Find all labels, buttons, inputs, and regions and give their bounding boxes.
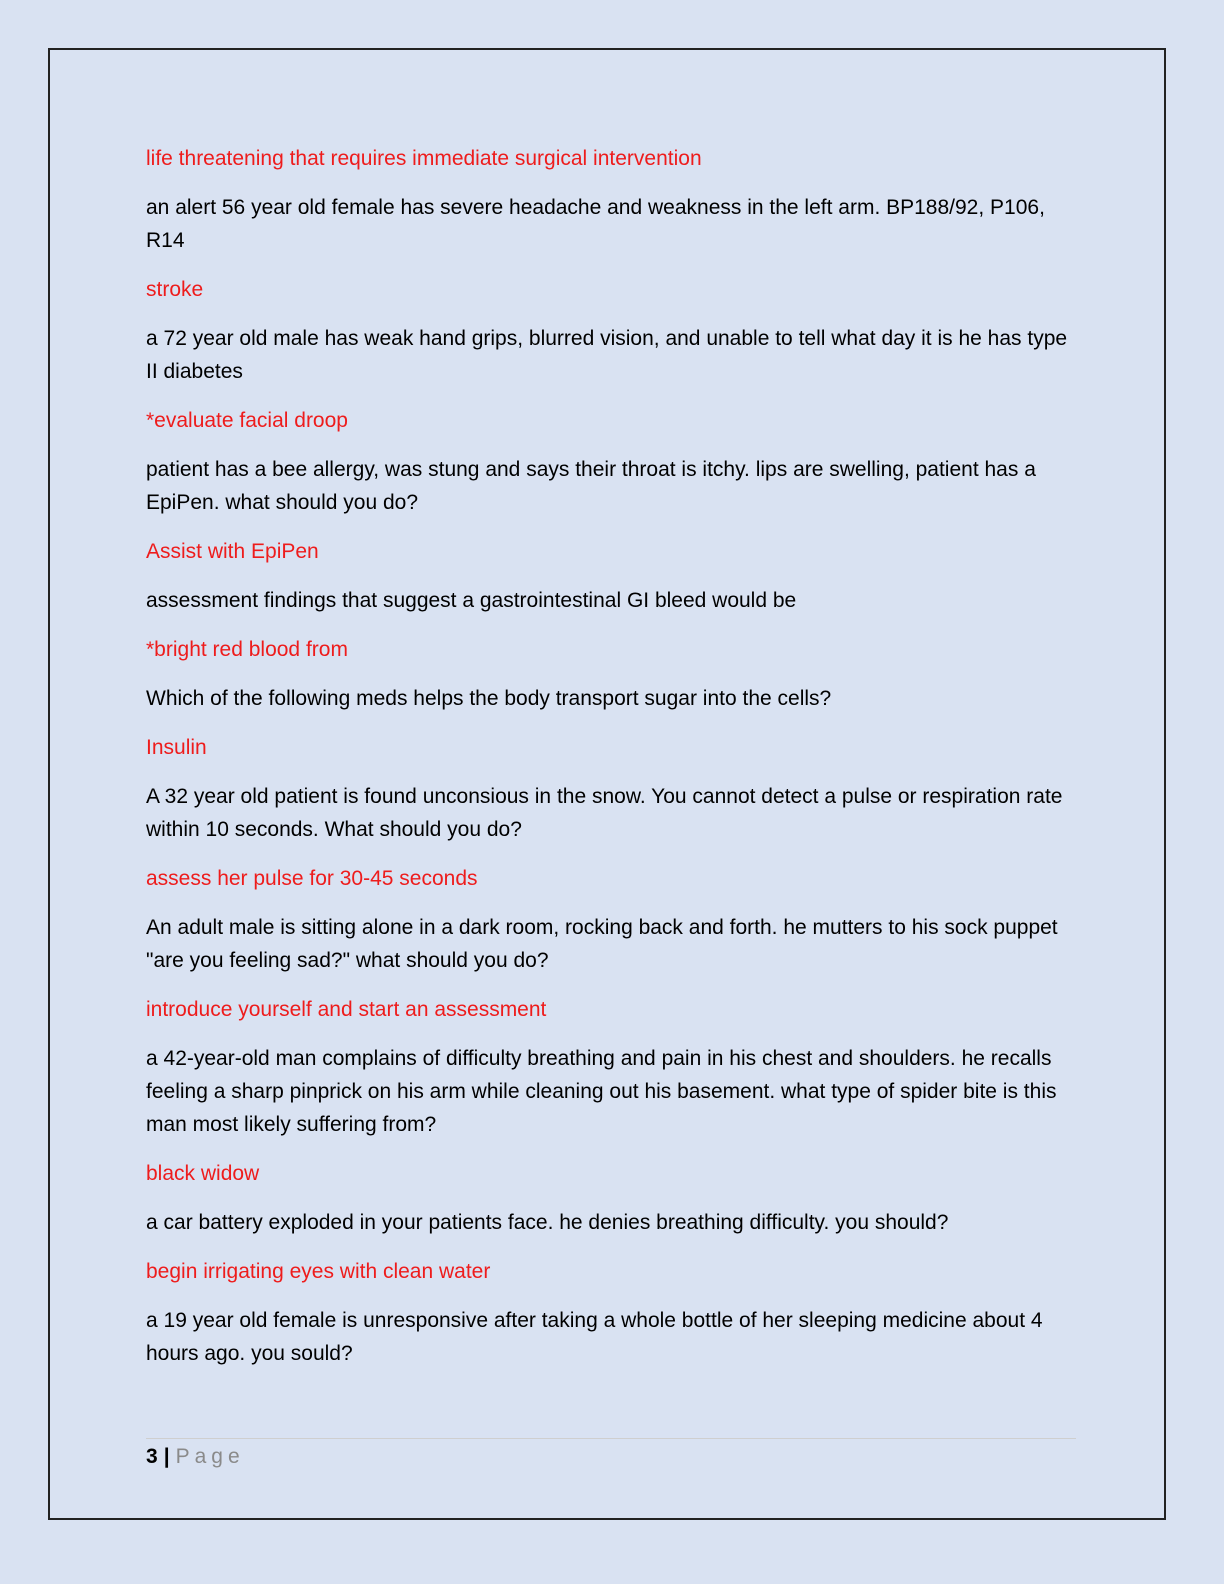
answer-line: stroke	[146, 278, 204, 301]
answer-line: *evaluate facial droop	[146, 409, 348, 432]
question-line: an alert 56 year old female has severe headache and weakness in the left arm. BP188/92, P106, R14	[146, 196, 1045, 252]
question-line: A 32 year old patient is found unconsious in the snow. You cannot detect a pulse or respiration rate within 10 seconds. What should you do?	[146, 785, 1063, 841]
page-number: 3	[146, 1445, 158, 1468]
answer-line: assess her pulse for 30-45 seconds	[146, 867, 478, 890]
question-line: a 19 year old female is unresponsive after taking a whole bottle of her sleeping medicine about 4 hours ago. you sould?	[146, 1309, 1043, 1365]
document-body	[146, 142, 1076, 1386]
page-footer	[146, 1438, 1076, 1471]
question-line: a 72 year old male has weak hand grips, blurred vision, and unable to tell what day it is he has type II diabetes	[146, 327, 1068, 383]
page-label: Page	[175, 1445, 245, 1468]
document-page	[48, 48, 1166, 1520]
answer-line: begin irrigating eyes with clean water	[146, 1260, 491, 1283]
question-line: a 42-year-old man complains of difficulty breathing and pain in his chest and shoulders. he recalls feeling a sharp pinprick on his arm while cleaning out his basement. what type of spider bite is this man most likely suffering from?	[146, 1047, 1057, 1136]
question-line: patient has a bee allergy, was stung and says their throat is itchy. lips are swelling, patient has a EpiPen. what should you do?	[146, 458, 1036, 514]
answer-line: introduce yourself and start an assessment	[146, 998, 547, 1021]
question-line: Which of the following meds helps the body transport sugar into the cells?	[146, 687, 832, 710]
question-line: An adult male is sitting alone in a dark room, rocking back and forth. he mutters to his sock puppet "are you feeling sad?" what should you do?	[146, 916, 1058, 972]
answer-line: Insulin	[146, 736, 207, 759]
answer-line: Assist with EpiPen	[146, 540, 319, 563]
footer-separator: |	[163, 1445, 170, 1468]
answer-line: *bright red blood from	[146, 638, 348, 661]
question-line: a car battery exploded in your patients face. he denies breathing difficulty. you should?	[146, 1211, 949, 1234]
question-line: assessment findings that suggest a gastrointestinal GI bleed would be	[146, 589, 797, 612]
answer-line: life threatening that requires immediate surgical intervention	[146, 147, 702, 170]
answer-line: black widow	[146, 1162, 260, 1185]
